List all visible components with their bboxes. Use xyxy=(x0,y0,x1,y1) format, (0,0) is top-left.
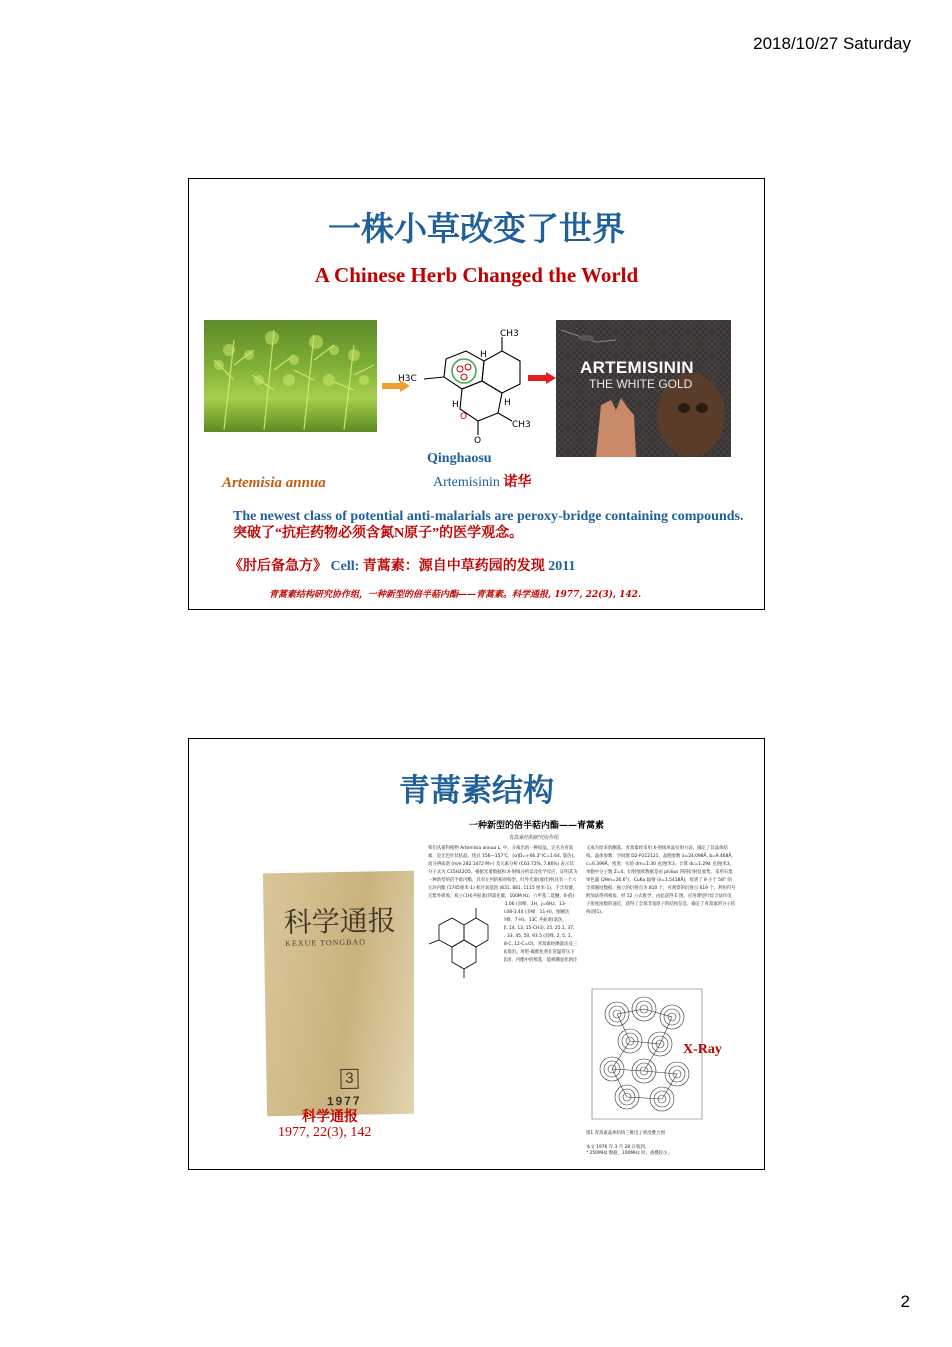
journal-cover-issue: 3 xyxy=(340,1069,358,1089)
caption-artemisinin xyxy=(433,471,531,491)
paper-column-right: 又成为原来的酮基。青蒿素经采用 X-射线单晶衍射方法，确定了其晶体结构。晶体参数：空间群 D2-P212121，晶胞参数 a=24.098Å, b=9.468Å, c=6.399Å，密度：实验 dm=1.30 克/厘米3，计算 dc=1.294 克/厘米3，单胞中分子数 Z=4。衍射强度数据是由 philips 四圆衍射仪收集，采用石墨单色器 (2θm=26.6°)，CuKα 辐射 (λ=1.5418Å)，收到了 θ 小于 58° 的全部强度数据，独立的衍射点为 810 个，可观察的衍射点 619 个。利用符号附加法得到相角，经 Σ2 公式推导，由此获得 E 图，应用傅里叶综合法作电子密度函数的逼近，获得了全部非氢原子的结构信息，确定了青蒿素的分子结构(图1)。 xyxy=(586,846,736,915)
caption-artemisia-annua: Artemisia annua xyxy=(222,475,326,491)
mol-label-h3c: H3C xyxy=(398,374,417,384)
kexue-tongbao-journal-cover xyxy=(263,871,419,1117)
paragraph-peroxy-bridge-zh: 突破了“抗疟药物必须含氮N原子”的医学观念。 xyxy=(233,526,524,541)
paper-title: 一种新型的倍半萜内酯——青蒿素 xyxy=(469,821,605,831)
mol-label-h-bottom: H xyxy=(452,400,459,410)
paragraph-peroxy-bridge-en: The newest class of potential anti-malarials are peroxy-bridge containing compounds. xyxy=(233,509,744,524)
caption-qinghaosu: Qinghaosu xyxy=(427,451,492,466)
paragraph-peroxy-bridge xyxy=(233,508,753,542)
page-date: 2018/10/27 Saturday xyxy=(753,34,911,53)
paragraph-cell-reference xyxy=(229,555,576,575)
arrow-right-icon xyxy=(528,372,556,384)
paper-author: 青蒿素结构研究协作组 xyxy=(509,835,560,841)
plant-leaves-icon xyxy=(204,320,377,432)
journal-cover-title: 科学通报 xyxy=(283,904,397,939)
mol-label-ch3-top: CH3 xyxy=(500,329,519,339)
slide-1-title-zh: 一株小草改变了世界 xyxy=(328,209,625,248)
artemisinin-image-subtitle: THE WHITE GOLD xyxy=(589,377,693,391)
artemisinin-image-title: ARTEMISININ xyxy=(580,358,694,377)
page-number: 2 xyxy=(900,1292,910,1311)
mol-label-o-ring: O xyxy=(460,412,468,422)
artemisinin-white-gold-photo xyxy=(556,320,731,457)
cell-label: Cell: xyxy=(330,559,360,574)
artemisia-plant-photo xyxy=(204,320,377,432)
mol-label-h-top: H xyxy=(480,350,487,360)
paper-molecule-structure xyxy=(424,900,504,980)
cell-article-title: 青蒿素：源自中草药园的发现 xyxy=(362,559,545,574)
paper-footnote-2: * 250MHz 数据，100MHz 时，重叠较小。 xyxy=(586,1151,672,1156)
paper-figure-caption: 图1 青蒿素晶体结构三维电子密度叠合图 xyxy=(586,1131,665,1136)
caption-artemisinin-en: Artemisinin xyxy=(433,475,500,490)
journal-cover-latin: KEXUE TONGBAO xyxy=(285,937,367,948)
slide-1-title-en: A Chinese Herb Changed the World xyxy=(314,263,639,287)
qinghaosu-molecule-structure xyxy=(394,329,544,444)
paper-footnote-1: 本文 1976 年 3 月 28 日收到。 xyxy=(586,1145,650,1150)
caption-journal-name: 科学通报 xyxy=(302,1109,358,1125)
mol-label-ch3-bottom: CH3 xyxy=(512,420,531,430)
cell-year: 2011 xyxy=(548,559,576,574)
journal-cover-year: 1977 xyxy=(326,1093,362,1109)
slide-1-reference: 青蒿素结构研究协作组，一种新型的倍半萜内酯——青蒿素。科学通报, 1977, 22(3), 142. xyxy=(269,590,642,600)
slide-2 xyxy=(188,738,765,1170)
caption-artemisinin-zh: 诺华 xyxy=(503,475,532,490)
slide-1 xyxy=(188,178,765,610)
paper-scan xyxy=(414,812,742,1157)
mol-label-h-right: H xyxy=(504,398,511,408)
book-title: 《肘后备急方》 xyxy=(229,559,327,574)
paper-column-left: 我们从菊科植物 Artemisia annua L. 中，分离出的一种结晶，定名为青蒿素，是无色针状结晶，熔点 156—157℃，[α]D=+66.3°(C=1.64, 氯仿)。高分辨质谱 (m/e 282.1472 M+) 及元素分析 (C63.72%, 7.86%) 表示其分子式为 C15H22O5。根据光谱数据和 X-射线分析以及化学反应，证明其为一种新型的倍半萜内酯，具有左列的相对构型。红外光谱(液化钾)具有一个六元环内酯 (1745厘米-1) 和过氧基团 (831, 881, 1115 厘米-1)，不含双键，无紫外吸收。质子(1H)共振谱(四氯化碳，100M Hz，六甲基二硅醚，δ-值) 0.93 (双峰，3H，J=6Hz，14-CH3)，1.06 (双峰，3H，J=6Hz，13-CH3)，1.36 (单峰，3H，15-CH3)，3.08-3.44 (多峰，11-H)，刚刚达峰，到 1.06 由双峰变为单峰，5.68 (单峰，7-H)。13C 共振谱(氯仿，22.63M Hz，δ-值) 12, 19, 23 (四重峰, 14, 13, 15-CH3), 25, 25.1, 37, 35.5 (三重峰, 4, 3, 10, 9-CH2), 32.5, 33, 45, 50, 93.5 (双峰, 2, 5, 1, 11, 7-CH), 79.5, 105, 172 (单峰, 6, 8-C, 12-C=O)。青蒿素经碘量法及三苯膦定量方法测定，证明分子内存在过氧基团。用钯-碳催化剂在常温常压下催化氢化或用硼氢化钠处理即失去过氧基团，内酯中的羰基，能被硼氢化钠还原。 xyxy=(428,846,578,971)
caption-journal-reference: 1977, 22(3), 142 xyxy=(278,1125,372,1140)
mol-label-o-bottom: O xyxy=(474,436,482,444)
slide-2-title: 青蒿素结构 xyxy=(399,773,554,809)
caption-xray: X-Ray xyxy=(683,1042,722,1057)
